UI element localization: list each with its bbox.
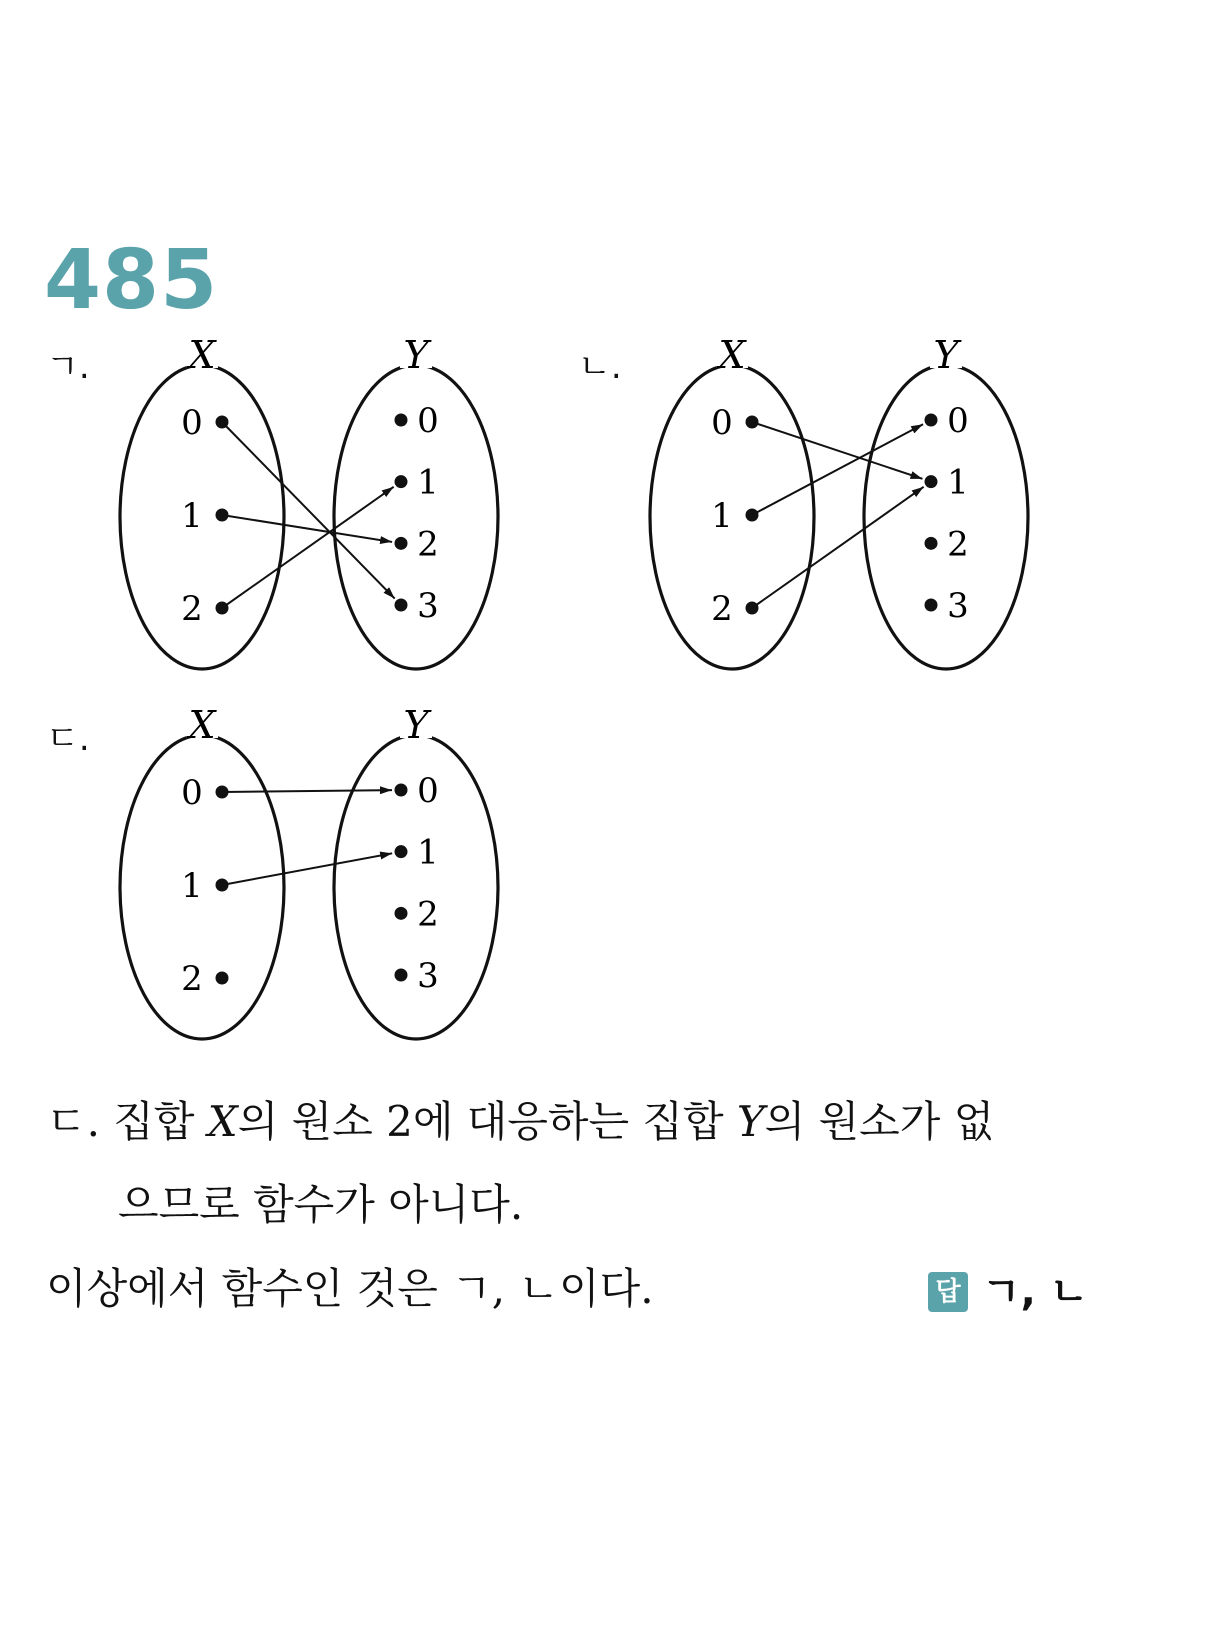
codomain-element-label: 2 (947, 524, 969, 565)
mapping-arrow (222, 487, 394, 608)
codomain-set-ellipse (334, 735, 498, 1039)
mapping-diagram-a (110, 330, 530, 690)
codomain-element-label: 0 (417, 771, 439, 811)
explanation-prefix: ㄷ. (46, 1097, 100, 1146)
case-label-b: ㄴ. (578, 347, 622, 387)
codomain-element-dot (925, 475, 938, 488)
codomain-element-dot (395, 845, 408, 858)
codomain-element-dot (395, 784, 408, 797)
codomain-name: Y (403, 703, 429, 747)
set-y-symbol: Y (736, 1097, 765, 1146)
codomain-name: Y (933, 333, 959, 377)
problem-number: 485 (44, 233, 219, 328)
domain-element-dot (216, 972, 229, 985)
set-x-symbol: X (207, 1097, 238, 1146)
explanation-line-1 (46, 1095, 994, 1150)
codomain-element-label: 1 (417, 462, 439, 503)
domain-element-label: 0 (181, 403, 203, 443)
mapping-diagram-c (110, 700, 530, 1060)
domain-name: X (718, 333, 746, 377)
explanation-text-3: 의 원소가 없 (764, 1097, 995, 1146)
answer-badge: 답 (928, 1272, 968, 1312)
mapping-arrow (222, 422, 395, 599)
domain-element-label: 1 (181, 496, 203, 536)
codomain-element-dot (395, 907, 408, 920)
answer (928, 1262, 1088, 1318)
domain-name: X (188, 333, 216, 377)
mapping-arrow (222, 790, 392, 792)
explanation-line-2: 으므로 함수가 아니다. (118, 1180, 524, 1229)
explanation-text-2: 의 원소 2에 대응하는 집합 (237, 1097, 737, 1146)
codomain-element-dot (395, 475, 408, 488)
codomain-element-dot (395, 414, 408, 427)
mapping-arrow (222, 853, 392, 885)
domain-element-label: 0 (711, 403, 733, 443)
codomain-element-label: 1 (417, 832, 439, 873)
mapping-diagram-b (640, 330, 1060, 690)
case-label-a: ㄱ. (46, 347, 90, 387)
codomain-element-label: 3 (417, 956, 439, 996)
codomain-set-ellipse (334, 365, 498, 669)
mapping-arrow (222, 515, 392, 542)
codomain-element-label: 0 (417, 401, 439, 441)
codomain-element-label: 0 (947, 401, 969, 441)
domain-element-label: 1 (181, 866, 203, 906)
explanation-text-1: 집합 (113, 1097, 208, 1146)
mapping-arrow (752, 487, 924, 608)
codomain-element-label: 3 (947, 586, 969, 626)
domain-element-label: 2 (181, 959, 203, 999)
case-label-c: ㄷ. (46, 719, 90, 759)
domain-element-label: 2 (181, 589, 203, 629)
codomain-element-dot (395, 969, 408, 982)
domain-element-label: 0 (181, 773, 203, 813)
domain-element-label: 2 (711, 589, 733, 629)
codomain-element-dot (925, 414, 938, 427)
codomain-element-label: 1 (947, 462, 969, 503)
domain-name: X (188, 703, 216, 747)
codomain-element-label: 2 (417, 524, 439, 565)
codomain-element-dot (395, 599, 408, 612)
domain-element-label: 1 (711, 496, 733, 536)
codomain-set-ellipse (864, 365, 1028, 669)
codomain-name: Y (403, 333, 429, 377)
codomain-element-dot (395, 537, 408, 550)
codomain-element-dot (925, 537, 938, 550)
codomain-element-label: 3 (417, 586, 439, 626)
answer-value: ㄱ, ㄴ (982, 1269, 1089, 1315)
codomain-element-label: 2 (417, 894, 439, 935)
conclusion-line: 이상에서 함수인 것은 ㄱ, ㄴ이다. (46, 1264, 654, 1313)
codomain-element-dot (925, 599, 938, 612)
